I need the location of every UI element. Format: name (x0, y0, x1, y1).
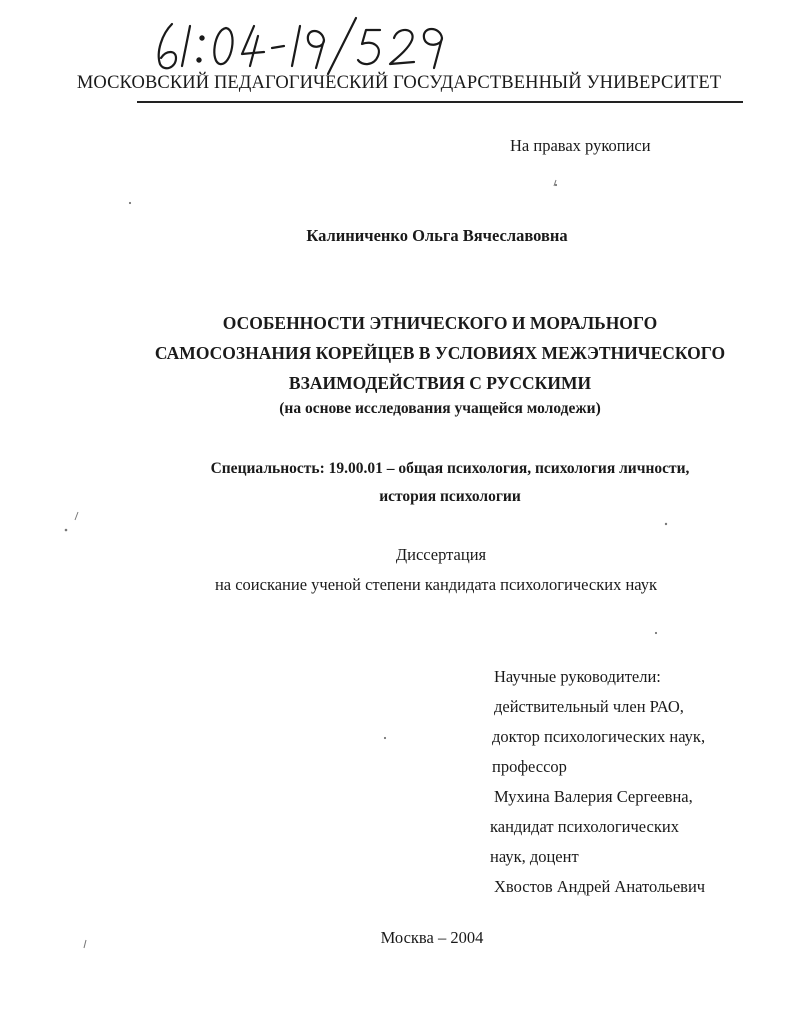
author-name: Калиниченко Ольга Вячеславовна (306, 226, 568, 245)
title-line: ОСОБЕННОСТИ ЭТНИЧЕСКОГО И МОРАЛЬНОГО (222, 313, 658, 333)
handwritten-archive-number (150, 14, 480, 76)
speciality (130, 455, 770, 511)
supervisor-line: Мухина Валерия Сергеевна, (494, 787, 693, 806)
title-line: ВЗАИМОДЕЙСТВИЯ С РУССКИМИ (288, 373, 592, 393)
supervisor-line: кандидат психологических (490, 817, 679, 836)
dissertation-subtitle: (на основе исследования учащейся молодежи) (279, 400, 601, 417)
dissertation-type: Диссертация (395, 545, 487, 564)
dissertation-title (130, 308, 750, 398)
supervisor-line: профессор (492, 757, 567, 776)
university-name: МОСКОВСКИЙ ПЕДАГОГИЧЕСКИЙ ГОСУДАРСТВЕННЫЙ УНИВЕРСИТЕТ (76, 73, 722, 93)
speciality-line: Специальность: 19.00.01 – общая психология, психология личности, (210, 460, 690, 477)
supervisor-line: доктор психологических наук, (492, 727, 706, 746)
supervisor-line: действительный член РАО, (494, 697, 684, 716)
place-and-year: Москва – 2004 (380, 928, 484, 947)
header-divider (137, 101, 743, 103)
supervisors-block (488, 662, 705, 902)
title-line: САМОСОЗНАНИЯ КОРЕЙЦЕВ В УСЛОВИЯХ МЕЖЭТНИЧЕСКОГО (154, 343, 726, 363)
supervisor-line: Хвостов Андрей Анатольевич (494, 877, 706, 896)
speciality-line: история психологии (379, 488, 521, 505)
supervisors-heading: Научные руководители: (494, 667, 661, 686)
supervisor-line: наук, доцент (490, 847, 579, 866)
manuscript-rights-note: На правах рукописи (510, 136, 651, 155)
degree-sought: на соискание ученой степени кандидата психологических наук (214, 575, 658, 594)
